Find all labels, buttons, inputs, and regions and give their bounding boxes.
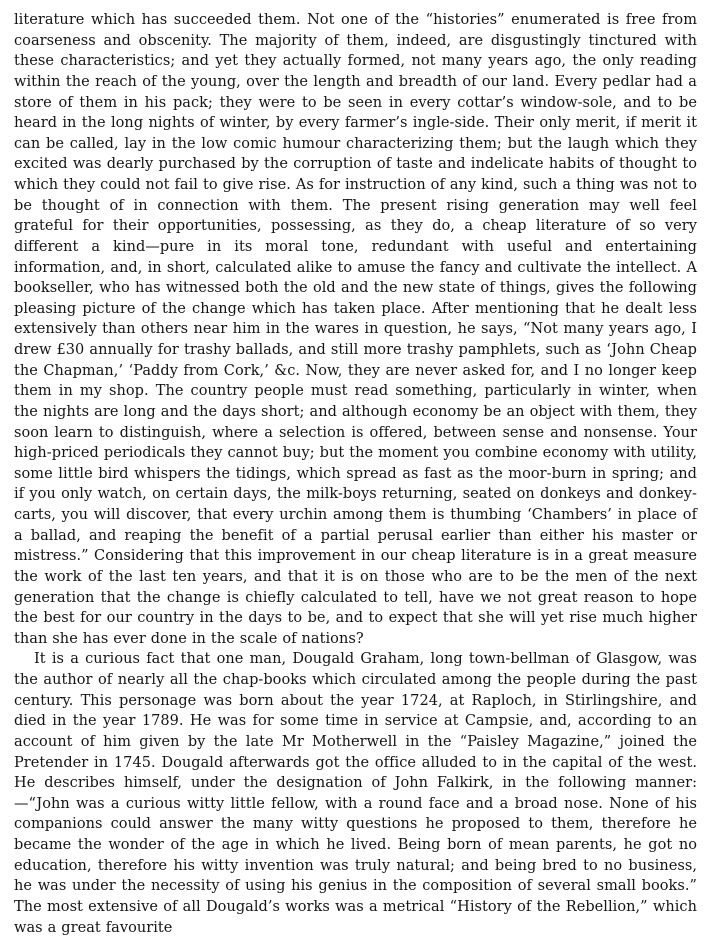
paragraph-2: It is a curious fact that one man, Dougald Graham, long town-bellman of Glasgow, was the author of nearly all the chap-books which circulated among the people during the past century. This personage was born about the year 1724, at Raploch, in Stirlingshire, and died in the year 1789. He was for some time in service at Campsie, and, according to an account of him given by the late Mr Motherwell in the “Paisley Magazine,” joined the Pretender in 1745. Dougald afterwards got the office alluded to in the capital of the west. He describes himself, under the designation of John Falkirk, in the following manner:—“John was a curious witty little fellow, with a round face and a broad nose. None of his companions could answer the many witty questions he proposed to them, therefore he became the wonder of the age in which he lived. Being born of mean parents, he got no education, therefore his witty invention was truly natural; and being bred to no business, he was under the necessity of using his genius in the composition of several small books.” The most extensive of all Dougald’s works was a metrical “History of the Rebellion,” which was a great favourite [14,651,697,936]
paragraph-1: literature which has succeeded them. Not one of the “histories” enumerated is free from coarseness and obscenity. The majority of them, indeed, are disgustingly tinctured with these characteristics; and yet they actually formed, not many years ago, the only reading within the reach of the young, over the length and breadth of our land. Every pedlar had a store of them in his pack; they were to be seen in every cottar’s window-sole, and to be heard in the long nights of winter, by every farmer’s ingle-side. Their only merit, if merit it can be called, lay in the low comic humour characterizing them; but the laugh which they excited was dearly purchased by the corruption of taste and indelicate habits of thought to which they could not fail to give rise. As for instruction of any kind, such a thing was not to be thought of in connection with them. The present rising generation may well feel grateful for their opportunities, possessing, as they do, a cheap literature of so very different a kind—pure in its moral tone, redundant with useful and entertaining information, and, in short, calculated alike to amuse the fancy and cultivate the intellect. A bookseller, who has witnessed both the old and the new state of things, gives the following pleasing picture of the change which has taken place. After mentioning that he dealt less extensively than others near him in the wares in question, he says, “Not many years ago, I drew £30 annually for trashy ballads, and still more trashy pamphlets, such as ‘John Cheap the Chapman,’ ‘Paddy from Cork,’ &c. Now, they are never asked for, and I no longer keep them in my shop. The country people must read something, particularly in winter, when the nights are long and the days short; and although economy be an object with them, they soon learn to distinguish, where a selection is offered, between sense and nonsense. Your high-priced periodicals they cannot buy; but the moment you combine economy with utility, some little bird whispers the tidings, which spread as fast as the moor-burn in spring; and if you only watch, on certain days, the milk-boys returning, seated on donkeys and donkey-carts, you will discover, that every urchin among them is thumbing ‘Chambers’ in place of a ballad, and reaping the benefit of a partial perusal earlier than either his master or mistress.” Considering that this improvement in our cheap literature is in a great measure the work of the last ten years, and that it is on those who are to be the men of the next generation that the change is chiefly calculated to tell, have we not great reason to hope the best for our country in the days to be, and to expect that she will yet rise much higher than she has ever done in the scale of nations? [14,12,697,647]
document-page [14,10,697,936]
